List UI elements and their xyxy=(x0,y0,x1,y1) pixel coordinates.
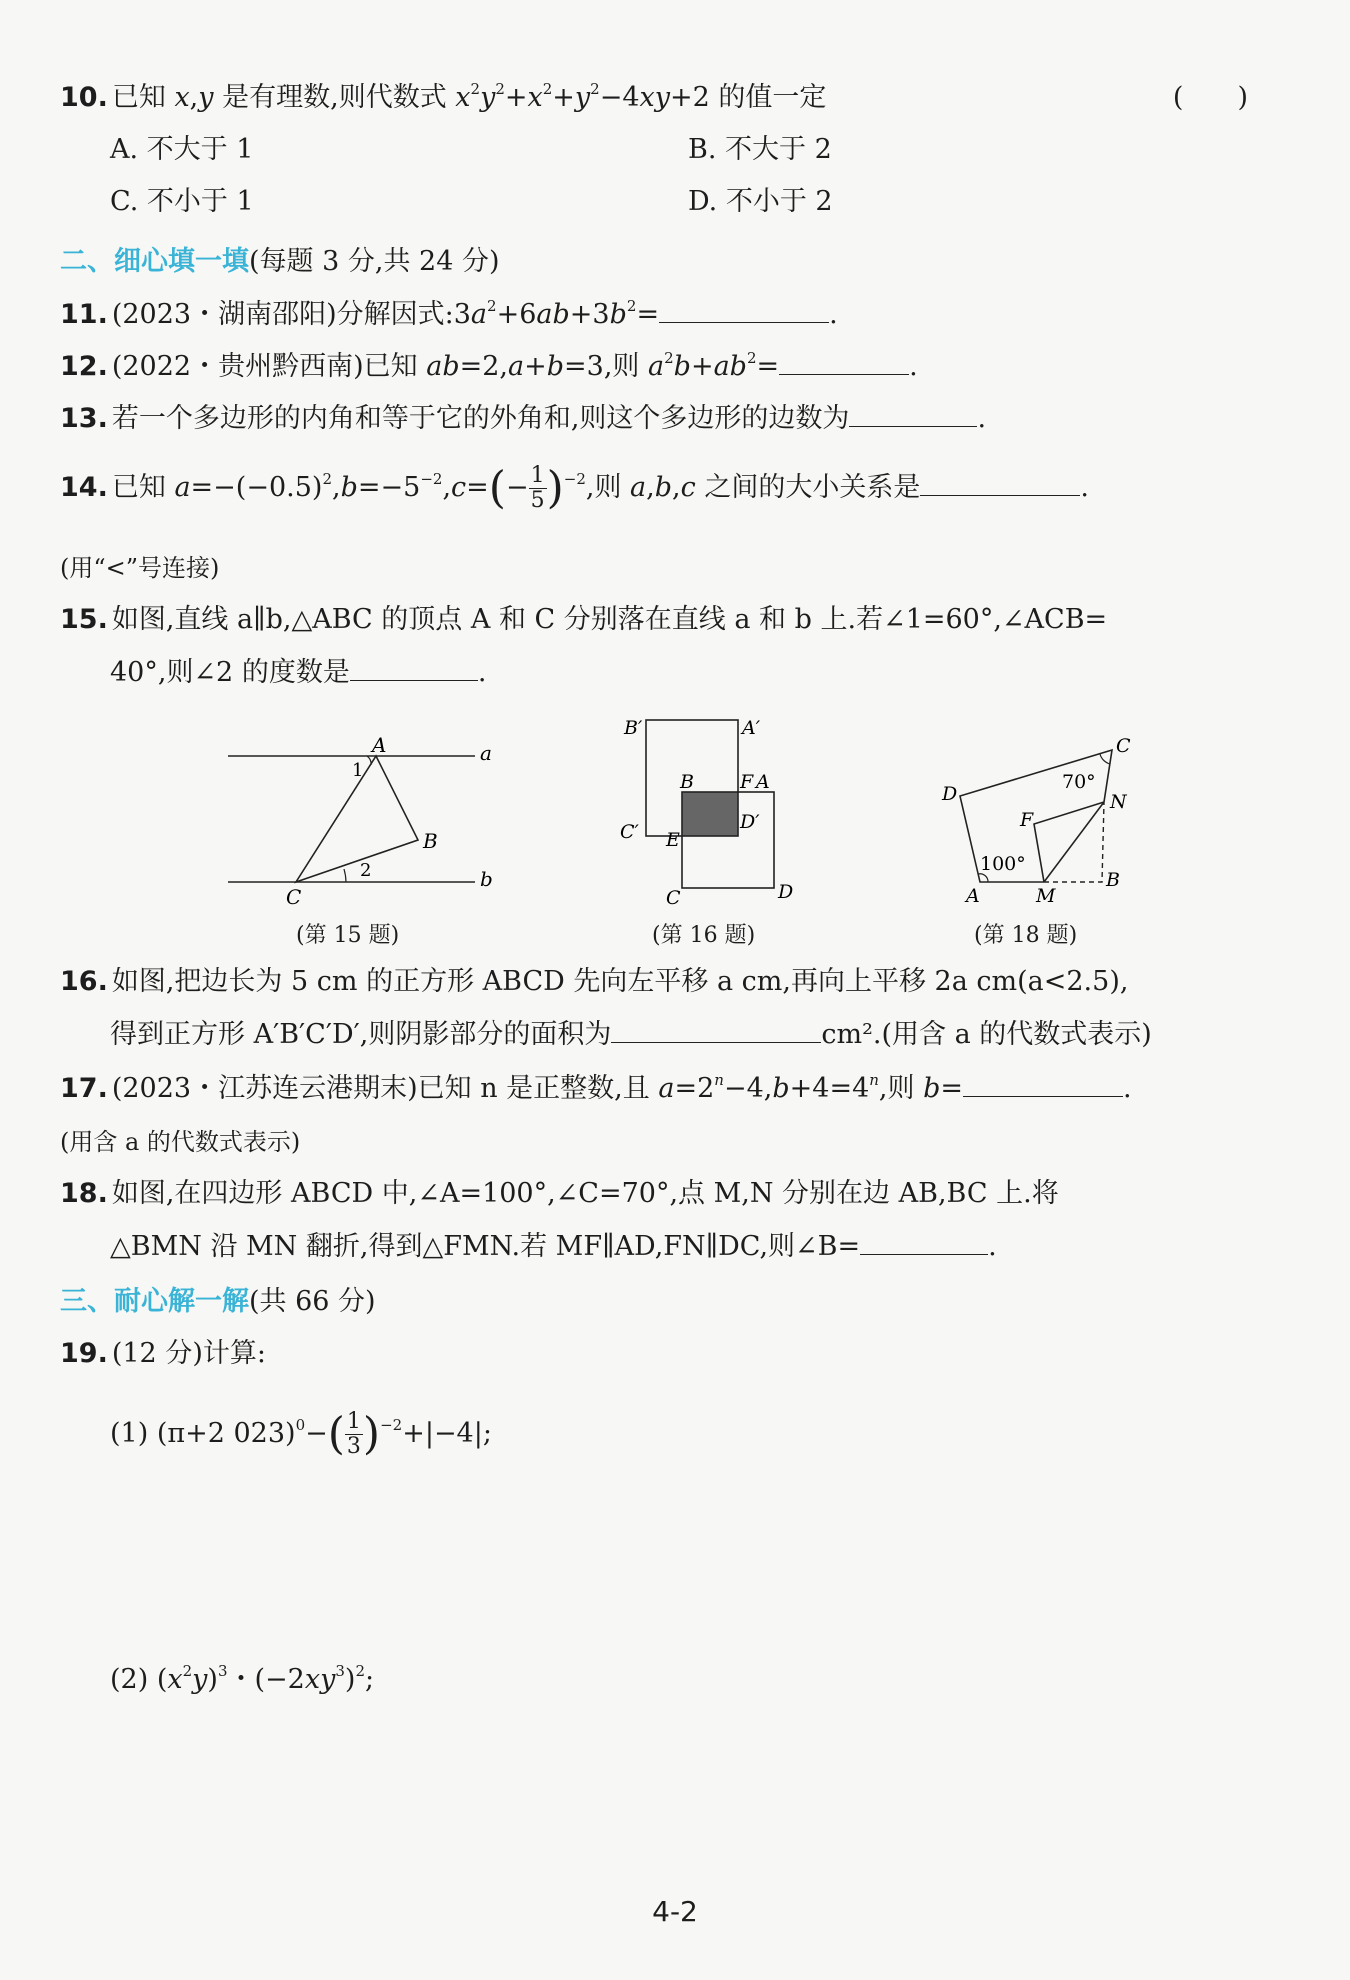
figure-18 xyxy=(930,730,1160,910)
option-b: B. 不大于 2 xyxy=(688,134,832,165)
question-16-line2: 得到正方形 A′B′C′D′,则阴影部分的面积为 cm².(用含 a 的代数式表示) xyxy=(110,1014,1300,1055)
label-angle-1: 1 xyxy=(352,760,364,781)
answer-blank[interactable] xyxy=(611,1014,821,1043)
label-E: E xyxy=(666,829,680,851)
figure-15-caption: (第 15 题) xyxy=(296,923,400,948)
page-number: 4-2 xyxy=(652,1895,698,1928)
label-b: b xyxy=(480,867,493,891)
fraction: $\frac{1}{5}$ xyxy=(530,463,545,513)
label-D-prime: D′ xyxy=(740,811,760,833)
label-F: F xyxy=(740,771,754,793)
question-15-line1: 15. 如图,直线 a∥b,△ABC 的顶点 A 和 C 分别落在直线 a 和 b 上.若∠1=60°,∠ACB= xyxy=(60,604,1108,635)
figure-16 xyxy=(610,712,830,912)
label-angle-C: 70° xyxy=(1062,771,1096,793)
section-3-heading: 三、耐心解一解(共 66 分) xyxy=(60,1286,376,1317)
question-19-part-2: (2) $(x^2y)^3$・$(-2xy^3)^2$; xyxy=(110,1662,375,1695)
label-B: B xyxy=(423,829,438,853)
label-angle-A: 100° xyxy=(980,853,1026,875)
option-a: A. 不大于 1 xyxy=(110,134,254,165)
question-18-line2: △BMN 沿 MN 翻折,得到△FMN.若 MF∥AD,FN∥DC,则∠B= . xyxy=(110,1226,1300,1267)
label-A: A xyxy=(966,885,980,907)
question-16-line1: 16. 如图,把边长为 5 cm 的正方形 ABCD 先向左平移 a cm,再向上平移 2a cm(a<2.5), xyxy=(60,966,1129,997)
label-A-prime: A′ xyxy=(742,717,761,739)
label-A: A xyxy=(372,733,387,757)
label-C: C xyxy=(666,887,681,909)
label-D: D xyxy=(778,881,794,903)
question-14: 14. 已知 $a=-(-0.5)^2,b=-5^{-2},c=(-$ $\frac{1}{5}$ )$^{-2}$,则 a,b,c 之间的大小关系是 . xyxy=(60,462,1089,514)
answer-blank[interactable] xyxy=(849,398,977,427)
question-17: 17. (2023・江苏连云港期末)已知 n 是正整数,且 $a=2^n-4,b+4=4^n$,则 b= . xyxy=(60,1068,1300,1109)
label-M: M xyxy=(1036,885,1056,907)
question-19: 19. (12 分)计算: xyxy=(60,1338,266,1369)
question-13: 13. 若一个多边形的内角和等于它的外角和,则这个多边形的边数为 . xyxy=(60,398,1300,439)
answer-parentheses: ( ) xyxy=(1172,82,1248,113)
answer-blank[interactable] xyxy=(779,346,909,375)
label-a: a xyxy=(480,741,492,765)
question-11: 11. (2023・湖南邵阳)分解因式$:3a^2+6ab+3b^2=$ . xyxy=(60,294,1300,335)
label-N: N xyxy=(1110,791,1127,813)
question-19-part-1: (1) (π+2 023)$^0$−( $\frac{1}{3}$ )$^{-2}$+|−4|; xyxy=(110,1408,492,1460)
label-A: A xyxy=(756,771,770,793)
option-c: C. 不小于 1 xyxy=(110,186,254,217)
answer-blank[interactable] xyxy=(920,467,1080,496)
question-14-note: (用“<”号连接) xyxy=(60,554,220,582)
answer-blank[interactable] xyxy=(350,652,478,681)
figure-15 xyxy=(220,730,500,910)
section-2-heading: 二、细心填一填(每题 3 分,共 24 分) xyxy=(60,246,500,277)
question-number: 10. xyxy=(60,82,108,113)
question-15-line2: 40°,则∠2 的度数是 . xyxy=(110,652,1300,693)
question-10: 10. 已知 x,y 是有理数,则代数式 $x^2y^2+x^2+y^2-4xy+2$ 的值一定 ( ) xyxy=(60,78,1300,118)
fraction: $\frac{1}{3}$ xyxy=(346,1409,361,1459)
question-12: 12. (2022・贵州黔西南)已知 ab=2,a+b=3,则 $a^2b+ab^2=$ . xyxy=(60,346,1300,387)
question-18-line1: 18. 如图,在四边形 ABCD 中,∠A=100°,∠C=70°,点 M,N 分别在边 AB,BC 上.将 xyxy=(60,1178,1059,1209)
label-angle-2: 2 xyxy=(360,860,372,881)
figure-18-caption: (第 18 题) xyxy=(974,923,1078,948)
label-C: C xyxy=(1116,735,1131,757)
label-D: D xyxy=(942,783,958,805)
label-B: B xyxy=(680,771,694,793)
label-C: C xyxy=(286,885,302,909)
answer-blank[interactable] xyxy=(963,1068,1123,1097)
answer-blank[interactable] xyxy=(659,294,829,323)
option-d: D. 不小于 2 xyxy=(688,186,833,217)
label-C-prime: C′ xyxy=(620,821,639,843)
label-B: B xyxy=(1106,869,1120,891)
answer-blank[interactable] xyxy=(860,1226,988,1255)
label-B-prime: B′ xyxy=(624,717,643,739)
question-17-note: (用含 a 的代数式表示) xyxy=(60,1128,301,1156)
label-F: F xyxy=(1020,809,1034,831)
figure-16-caption: (第 16 题) xyxy=(652,923,756,948)
